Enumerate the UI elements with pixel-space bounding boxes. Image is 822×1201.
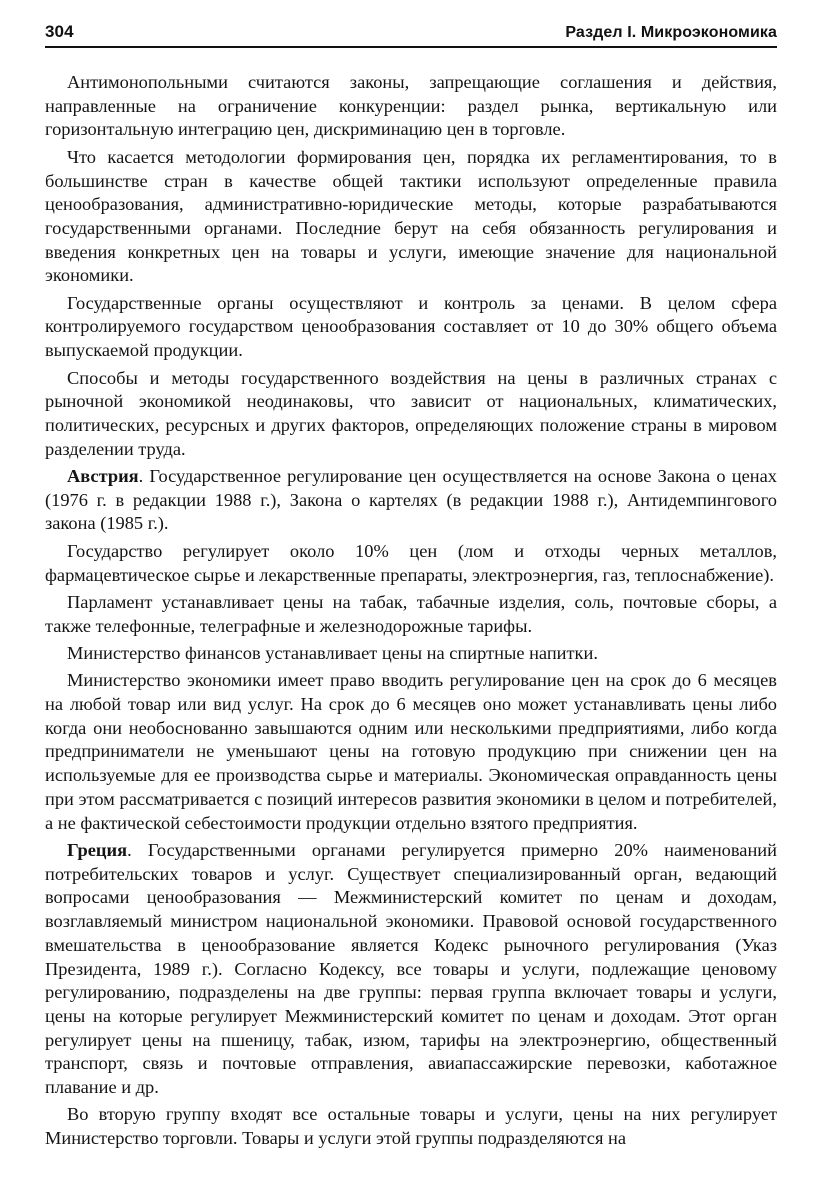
paragraph: Государственные органы осуществляют и контроль за ценами. В целом сфера контролируемого государством ценообразования составляет от 10 до 30% общего объема выпускаемой продукции. (45, 292, 777, 361)
country-heading: Австрия (67, 466, 139, 486)
running-header (45, 22, 777, 48)
book-page (45, 22, 777, 1155)
paragraph: Парламент устанавливает цены на табак, табачные изделия, соль, почтовые сборы, а также телефонные, телеграфные и железнодорожные тарифы. (45, 591, 777, 636)
section-title: Раздел I. Микроэкономика (565, 24, 777, 41)
paragraph: Греция. Государственными органами регулируется примерно 20% наименований потребительских товаров и услуг. Существует специализированный орган, ведающий вопросами ценообразования — Межминистерский комитет по ценам и доходам, возглавляемый министром национальной экономики. Правовой основой государственного вмешательства в ценообразование является Кодекс рыночного регулирования (Указ Президента, 1989 г.). Согласно Кодексу, все товары и услуги, подлежащие ценовому регулированию, подразделены на две группы: первая группа включает товары и услуги, цены на которые регулирует Межминистерский комитет по ценам и доходам. Этот орган регулирует цены на пшеницу, табак, изюм, тарифы на электроэнергию, общественный транспорт, связь и почтовые отправления, авиапассажирские перевозки, каботажное плавание и др. (45, 839, 777, 1098)
page-number: 304 (45, 22, 74, 41)
paragraph: Министерство финансов устанавливает цены на спиртные напитки. (67, 642, 598, 663)
paragraph: Способы и методы государственного воздействия на цены в различных странах с рыночной экономикой неодинаковы, что зависит от национальных, климатических, политических, ресурсных и других факторов, определяющих положение страны в мировом разделении труда. (45, 367, 777, 459)
paragraph: Министерство экономики имеет право вводить регулирование цен на срок до 6 месяцев на любой товар или вид услуг. На срок до 6 месяцев оно может устанавливать цены либо когда они необоснованно завышаются одним или несколькими предприятиями, либо когда предприниматели не уменьшают цены на готовую продукцию при снижении цен на используемые для ее производства сырье и материалы. Экономическая оправданность цены при этом рассматривается с позиций интересов развития экономики в целом и потребителей, а не фактической себестоимости продукции отдельно взятого предприятия. (45, 670, 777, 833)
paragraph: Что касается методологии формирования цен, порядка их регламентирования, то в большинстве стран в качестве общей тактики используют определенные правила ценообразования, административно-юридические методы, которые разрабатываются государственными органами. Последние берут на себя обязанность регулирования и введения конкретных цен на товары и услуги, имеющие значение для национальной экономики. (45, 146, 777, 286)
country-heading: Греция (67, 839, 128, 860)
paragraph: Антимонопольными считаются законы, запрещающие соглашения и действия, направленные на ограничение конкуренции: раздел рынка, вертикальную или горизонтальную интеграцию цен, дискриминацию цен в торговле. (45, 72, 777, 140)
paragraph: Государство регулирует около 10% цен (лом и отходы черных металлов, фармацевтическое сырье и лекарственные препараты, электроэнергия, газ, теплоснабжение). (45, 540, 777, 585)
body-text (45, 71, 777, 1151)
paragraph: Во вторую группу входят все остальные товары и услуги, цены на них регулирует Министерство торговли. Товары и услуги этой группы подразделяются на (45, 1104, 777, 1149)
paragraph: Австрия. Государственное регулирование цен осуществляется на основе Закона о ценах (1976 г. в редакции 1988 г.), Закона о картелях (в редакции 1988 г.), Антидемпингового закона (1985 г.). (45, 466, 777, 534)
